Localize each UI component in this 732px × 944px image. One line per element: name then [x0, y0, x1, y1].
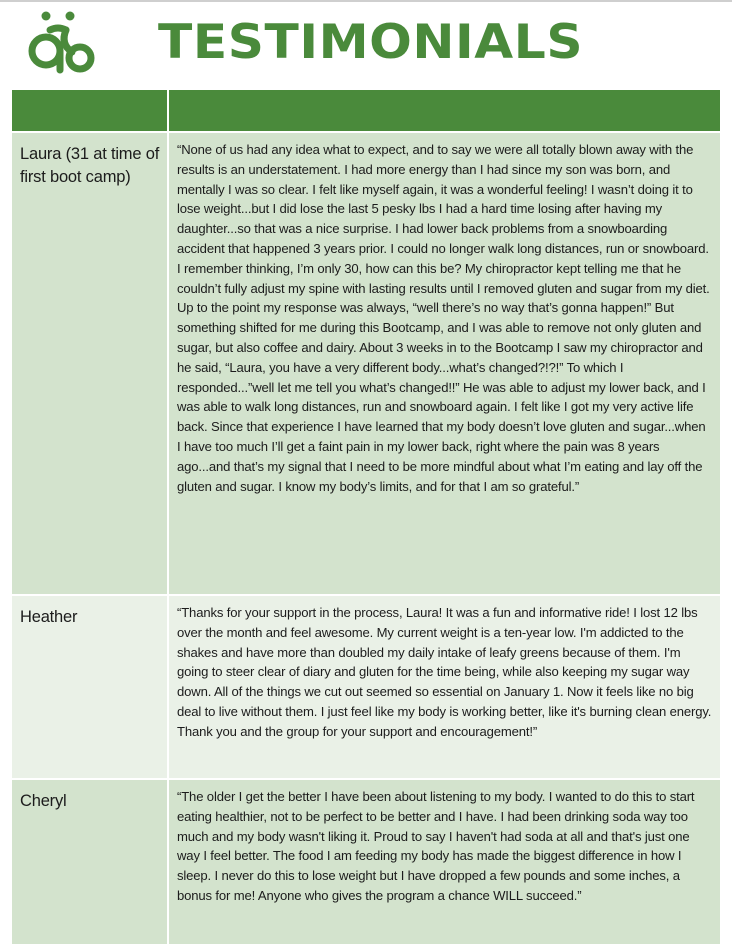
- top-divider: [0, 0, 732, 2]
- table-row: [12, 133, 720, 594]
- header-cell-name: [12, 90, 167, 131]
- page-title: TESTIMONIALS: [158, 15, 584, 70]
- table-row: [12, 780, 720, 944]
- arbonne-logo-icon: [20, 8, 96, 76]
- testimonial-name: Cheryl: [12, 780, 167, 944]
- testimonial-name: Laura (31 at time of first boot camp): [12, 133, 167, 594]
- header-cell-quote: [169, 90, 720, 131]
- testimonial-quote: “None of us had any idea what to expect, and to say we were all totally blown away with the results is an understatement. I had more energy than I had since my son was born, and mentally I was so clear. I felt like myself again, it was a wonderful feeling! I wasn’t doing it to lose weight...but I did lose the last 5 pesky lbs I had a hard time losing after having my daughter...so that was a nice surprise. I had lower back problems from a snowboarding accident that happened 3 years prior. I could no longer walk long distances, run or snowboard. I remember thinking, I’m only 30, how can this be? My chiropractor kept telling me that he couldn’t fully adjust my spine with lasting results until I removed gluten and sugar from my diet. Up to the point my response was always, “well there’s no way that’s gonna happen!” But something shifted for me during this Bootcamp, and I was able to remove not only gluten and sugar, but also coffee and dairy. About 3 weeks in to the Bootcamp I saw my chiropractor and he said, “Laura, you have a very different body...what’s changed?!?!” To which I responded...”well let me tell you what’s changed!!” He was able to adjust my lower back, and I was able to walk long distances, run and snowboard again. I felt like I got my very active life back. Since that experience I have learned that my body doesn’t love gluten and sugar...when I have too much I’ll get a faint pain in my lower back, right where the pain was 8 years ago...and that’s my signal that I need to be more mindful about what I’m eating and lay off the gluten and sugar. I know my body’s limits, and for that I am so grateful.”: [169, 133, 720, 594]
- testimonial-quote: “The older I get the better I have been about listening to my body. I wanted to do this to start eating healthier, not to be perfect to be better and I have. I had been drinking soda way too much and my body wasn't liking it. Proud to say I haven't had soda at all and that's just one way I feel better. The food I am feeding my body has made the biggest difference in how I sleep. I never do this to lose weight but I have dropped a few pounds and some inches, a bonus for me! Anyone who gives the program a chance WILL succeed.”: [169, 780, 720, 944]
- table-row: [12, 596, 720, 778]
- testimonials-table: [10, 88, 722, 944]
- testimonial-quote: “Thanks for your support in the process, Laura! It was a fun and informative ride! I lost 12 lbs over the month and feel awesome. My current weight is a ten-year low. I'm addicted to the shakes and have more than doubled my daily intake of leafy greens because of them. I'm going to steer clear of diary and gluten for the time being, while also keeping my sugar way down. All of the things we cut out seemed so essential on January 1. Now it feels like no big deal to live without them. I just feel like my body is working better, like it's burning clean energy. Thank you and the group for your support and encouragement!”: [169, 596, 720, 778]
- testimonial-name: Heather: [12, 596, 167, 778]
- table-header-row: [12, 90, 720, 131]
